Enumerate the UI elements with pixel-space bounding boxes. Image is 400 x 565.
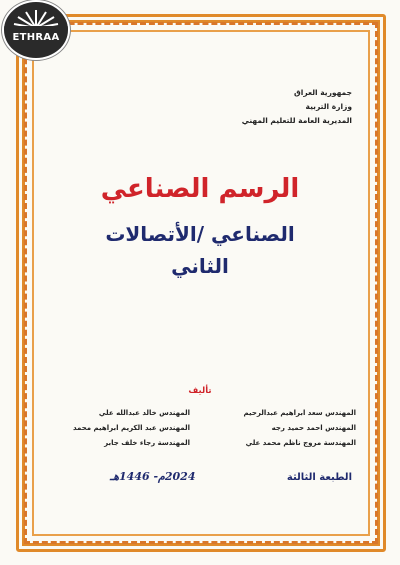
header-line-ministry: وزارة التربية <box>305 102 352 111</box>
authors-list-right <box>206 406 356 451</box>
sunrise-icon <box>4 2 68 30</box>
header-line-country: جمهورية العراق <box>294 88 352 97</box>
publication-year: 2024م- 1446هـ <box>110 470 196 483</box>
authorship-label: تأليف <box>188 386 212 396</box>
authors-list-left <box>40 406 190 451</box>
book-stage: الثاني <box>171 254 229 278</box>
edition-label: الطبعة الثالثة <box>286 472 352 483</box>
author-name: المهندس احمد حميد رجه <box>271 424 356 432</box>
header-line-directorate: المديرية العامة للتعليم المهني <box>241 116 352 125</box>
author-name: المهندسة رجاء خلف جابر <box>104 439 190 447</box>
logo-text: ETHRAA <box>12 32 60 43</box>
author-name: المهندس عبد الكريم ابراهيم محمد <box>72 424 190 432</box>
issuer-header <box>152 86 352 128</box>
author-name: المهندس خالد عبدالله علي <box>98 409 190 417</box>
book-title: الرسم الصناعي <box>100 174 300 204</box>
book-subtitle: الصناعي /الأتصالات <box>105 222 295 246</box>
author-name: المهندسة مروج ناظم محمد علي <box>245 439 356 447</box>
author-name: المهندس سعد ابراهيم عبدالرحيم <box>243 409 356 417</box>
ethraa-logo <box>2 0 70 60</box>
